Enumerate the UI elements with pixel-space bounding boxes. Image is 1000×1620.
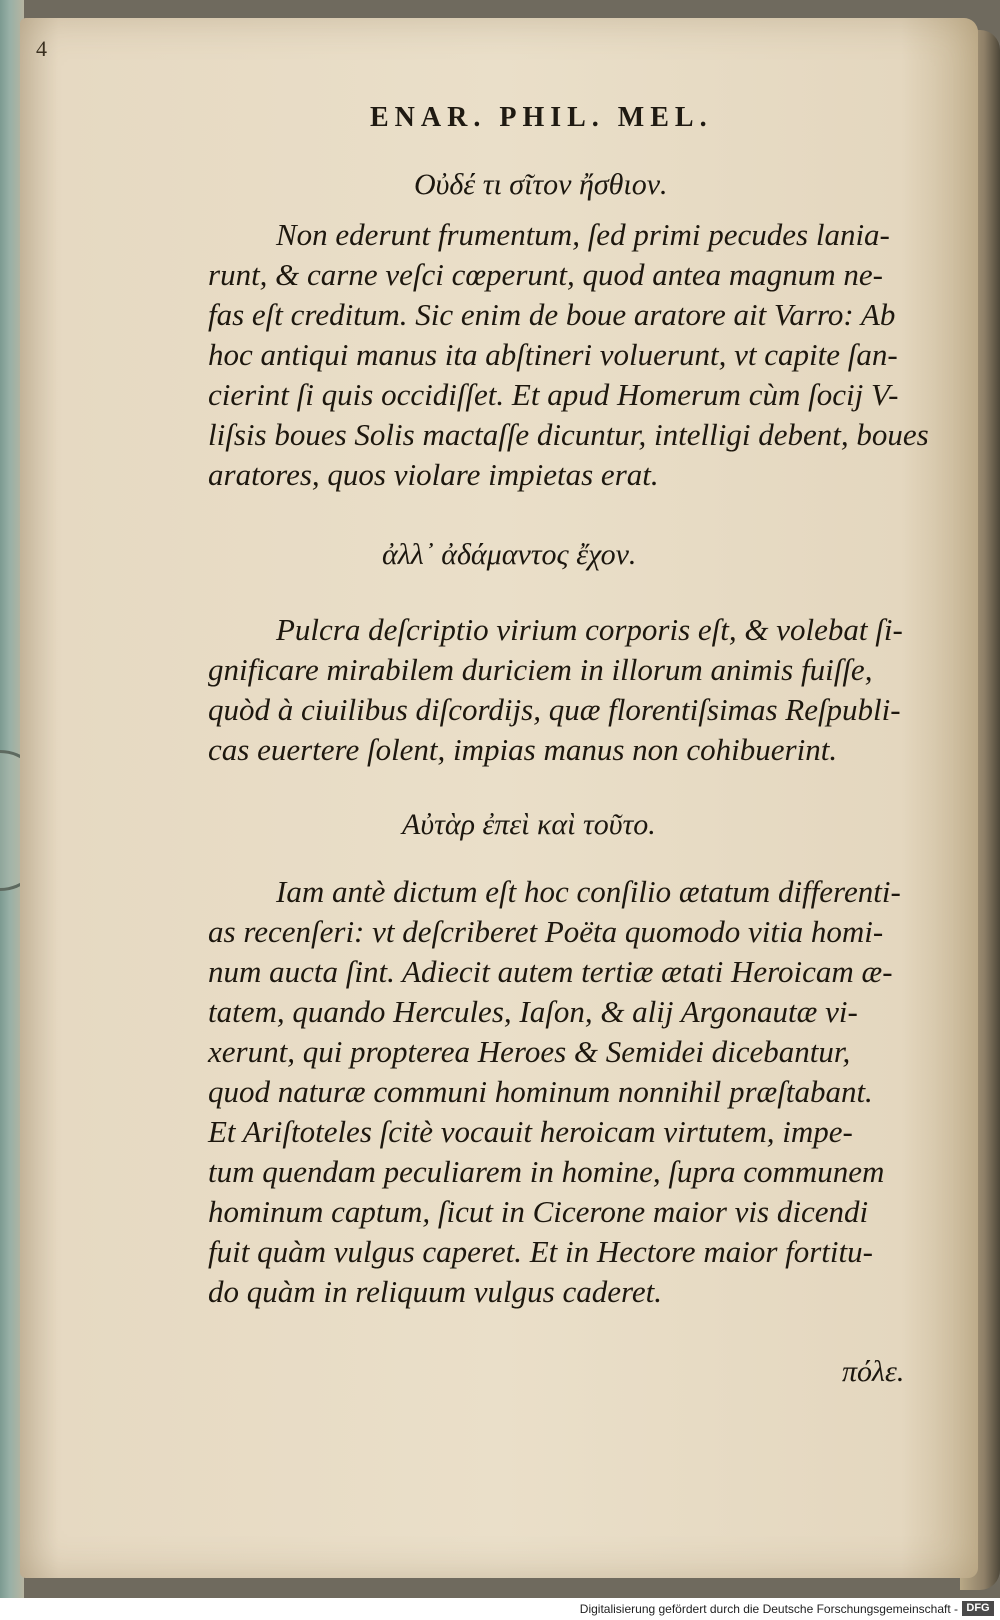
text-line: Pulcra deſcriptio virium corporis eſt, & volebat ſi- bbox=[276, 612, 903, 647]
text-line: liſsis boues Solis mactaſſe dicuntur, intelligi debent, boues bbox=[208, 417, 929, 452]
text-line: xerunt, qui propterea Heroes & Semidei dicebantur, bbox=[208, 1034, 851, 1069]
text-line: num aucta ſint. Adiecit autem tertiæ ætati Heroicam æ- bbox=[208, 954, 893, 989]
lemma-2: ἀλλ᾽ ἀδάμαντος ἔχον. bbox=[382, 538, 637, 571]
text-line: quod naturæ communi hominum nonnihil præſtabant. bbox=[208, 1074, 873, 1109]
text-line: Non ederunt frumentum, ſed primi pecudes lania- bbox=[276, 217, 890, 252]
text-line: fas eſt creditum. Sic enim de boue aratore ait Varro: Ab bbox=[208, 297, 896, 332]
text-line: quòd à ciuilibus diſcordijs, quæ florentiſsimas Reſpubli- bbox=[208, 692, 901, 727]
text-line: hominum captum, ſicut in Cicerone maior vis dicendi bbox=[208, 1194, 869, 1229]
text-line: Iam antè dictum eſt hoc conſilio ætatum differenti- bbox=[276, 874, 901, 909]
text-line: fuit quàm vulgus caperet. Et in Hectore maior fortitu- bbox=[208, 1234, 873, 1269]
paragraph-2 bbox=[208, 610, 936, 770]
text-line: runt, & carne veſci cœperunt, quod antea magnum ne- bbox=[208, 257, 883, 292]
text-line: do quàm in reliquum vulgus caderet. bbox=[208, 1274, 663, 1309]
folio-number: 4 bbox=[36, 36, 47, 61]
lemma-3: Αὐτὰρ ἐπεὶ καὶ τοῦτο. bbox=[402, 808, 656, 841]
paragraph-1 bbox=[208, 215, 936, 495]
text-line: cierint ſi quis occidiſſet. Et apud Homerum cùm ſocij V- bbox=[208, 377, 899, 412]
text-line: tum quendam peculiarem in homine, ſupra communem bbox=[208, 1154, 885, 1189]
text-line: gnificare mirabilem duriciem in illorum animis fuiſſe, bbox=[208, 652, 873, 687]
text-line: Et Ariſtoteles ſcitè vocauit heroicam virtutem, impe- bbox=[208, 1114, 853, 1149]
running-head: ENAR. PHIL. MEL. bbox=[370, 102, 713, 133]
text-line: hoc antiqui manus ita abſtineri voluerunt, vt capite ſan- bbox=[208, 337, 898, 372]
text-line: tatem, quando Hercules, Iaſon, & alij Argonautæ vi- bbox=[208, 994, 858, 1029]
text-line: cas euertere ſolent, impias manus non cohibuerint. bbox=[208, 732, 838, 767]
catchword: πόλε. bbox=[842, 1355, 905, 1388]
lemma-1: Οὐδέ τι σῖτον ἤσθιον. bbox=[414, 168, 668, 201]
dfg-logo: DFG bbox=[962, 1601, 994, 1616]
text-line: aratores, quos violare impietas erat. bbox=[208, 457, 659, 492]
paragraph-3 bbox=[208, 872, 936, 1312]
funding-credit: Digitalisierung gefördert durch die Deutsche Forschungsgemeinschaft - bbox=[579, 1602, 958, 1616]
text-line: as recenſeri: vt deſcriberet Poëta quomodo vitia homi- bbox=[208, 914, 884, 949]
